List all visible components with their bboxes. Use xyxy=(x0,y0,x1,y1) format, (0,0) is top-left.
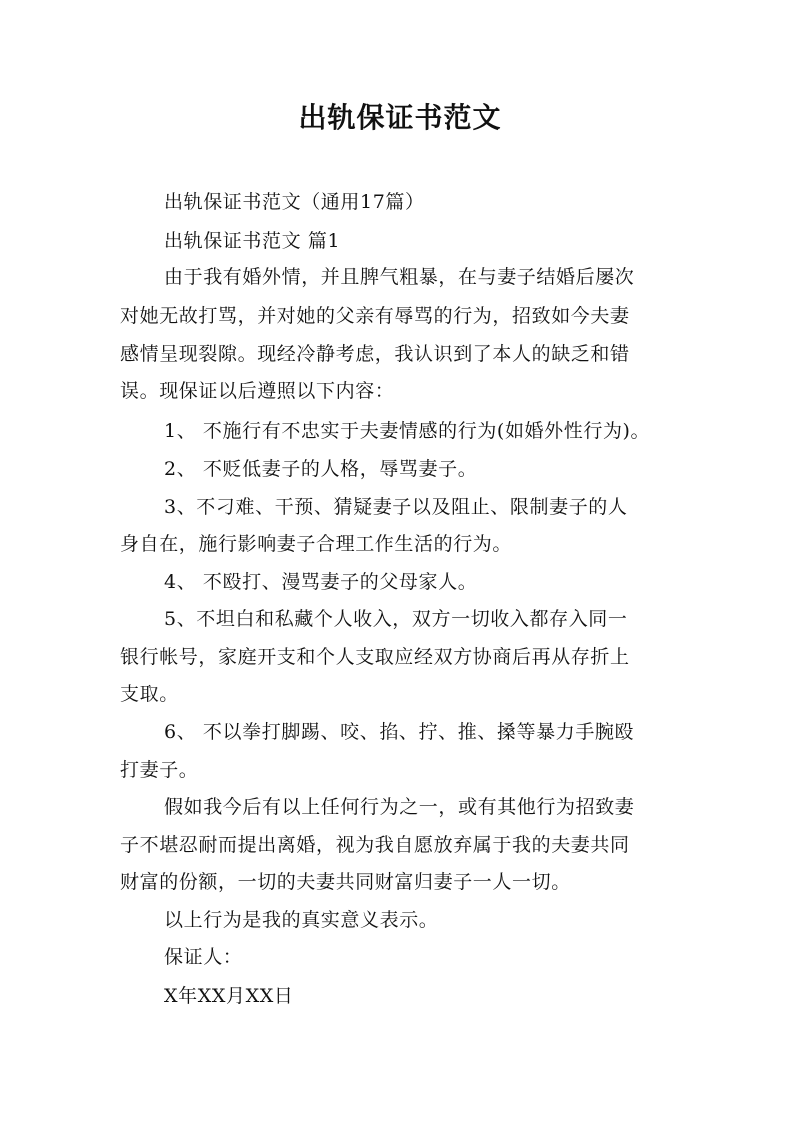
paragraph-line: 以上行为是我的真实意义表示。 xyxy=(164,909,439,931)
paragraph-line: 假如我今后有以上任何行为之一，或有其他行为招致妻 xyxy=(164,796,635,818)
list-item: 2、 不贬低妻子的人格，辱骂妻子。 xyxy=(164,458,478,480)
list-item-continuation: 支取。 xyxy=(120,683,179,705)
section-heading: 出轨保证书范文 篇1 xyxy=(164,230,341,252)
date-line: X年XX月XX日 xyxy=(164,985,294,1007)
list-item-continuation: 身自在，施行影响妻子合理工作生活的行为。 xyxy=(120,533,513,555)
paragraph-line: 由于我有婚外情，并且脾气粗暴，在与妻子结婚后屡次 xyxy=(164,266,635,288)
guarantor-label: 保证人： xyxy=(164,946,243,968)
document-title: 出轨保证书范文 xyxy=(298,101,502,134)
list-item-continuation: 银行帐号，家庭开支和个人支取应经双方协商后再从存折上 xyxy=(120,646,630,668)
paragraph-line: 对她无故打骂，并对她的父亲有辱骂的行为，招致如今夫妻 xyxy=(120,305,630,327)
list-item: 1、 不施行有不忠实于夫妻情感的行为(如婚外性行为)。 xyxy=(164,420,651,442)
list-item: 6、 不以拳打脚踢、咬、掐、拧、推、搡等暴力手腕殴 xyxy=(164,721,635,743)
paragraph-line: 子不堪忍耐而提出离婚，视为我自愿放弃属于我的夫妻共同 xyxy=(120,834,630,856)
paragraph-line: 误。现保证以后遵照以下内容： xyxy=(120,380,395,402)
paragraph-line: 感情呈现裂隙。现经冷静考虑，我认识到了本人的缺乏和错 xyxy=(120,343,630,365)
list-item: 4、 不殴打、漫骂妻子的父母家人。 xyxy=(164,571,478,593)
subtitle-line: 出轨保证书范文（通用17篇） xyxy=(164,191,425,213)
list-item: 5、不坦白和私藏个人收入，双方一切收入都存入同一 xyxy=(164,608,628,630)
list-item-continuation: 打妻子。 xyxy=(120,759,199,781)
paragraph-line: 财富的份额，一切的夫妻共同财富归妻子一人一切。 xyxy=(120,871,571,893)
list-item: 3、不刁难、干预、猜疑妻子以及阻止、限制妻子的人 xyxy=(164,496,628,518)
